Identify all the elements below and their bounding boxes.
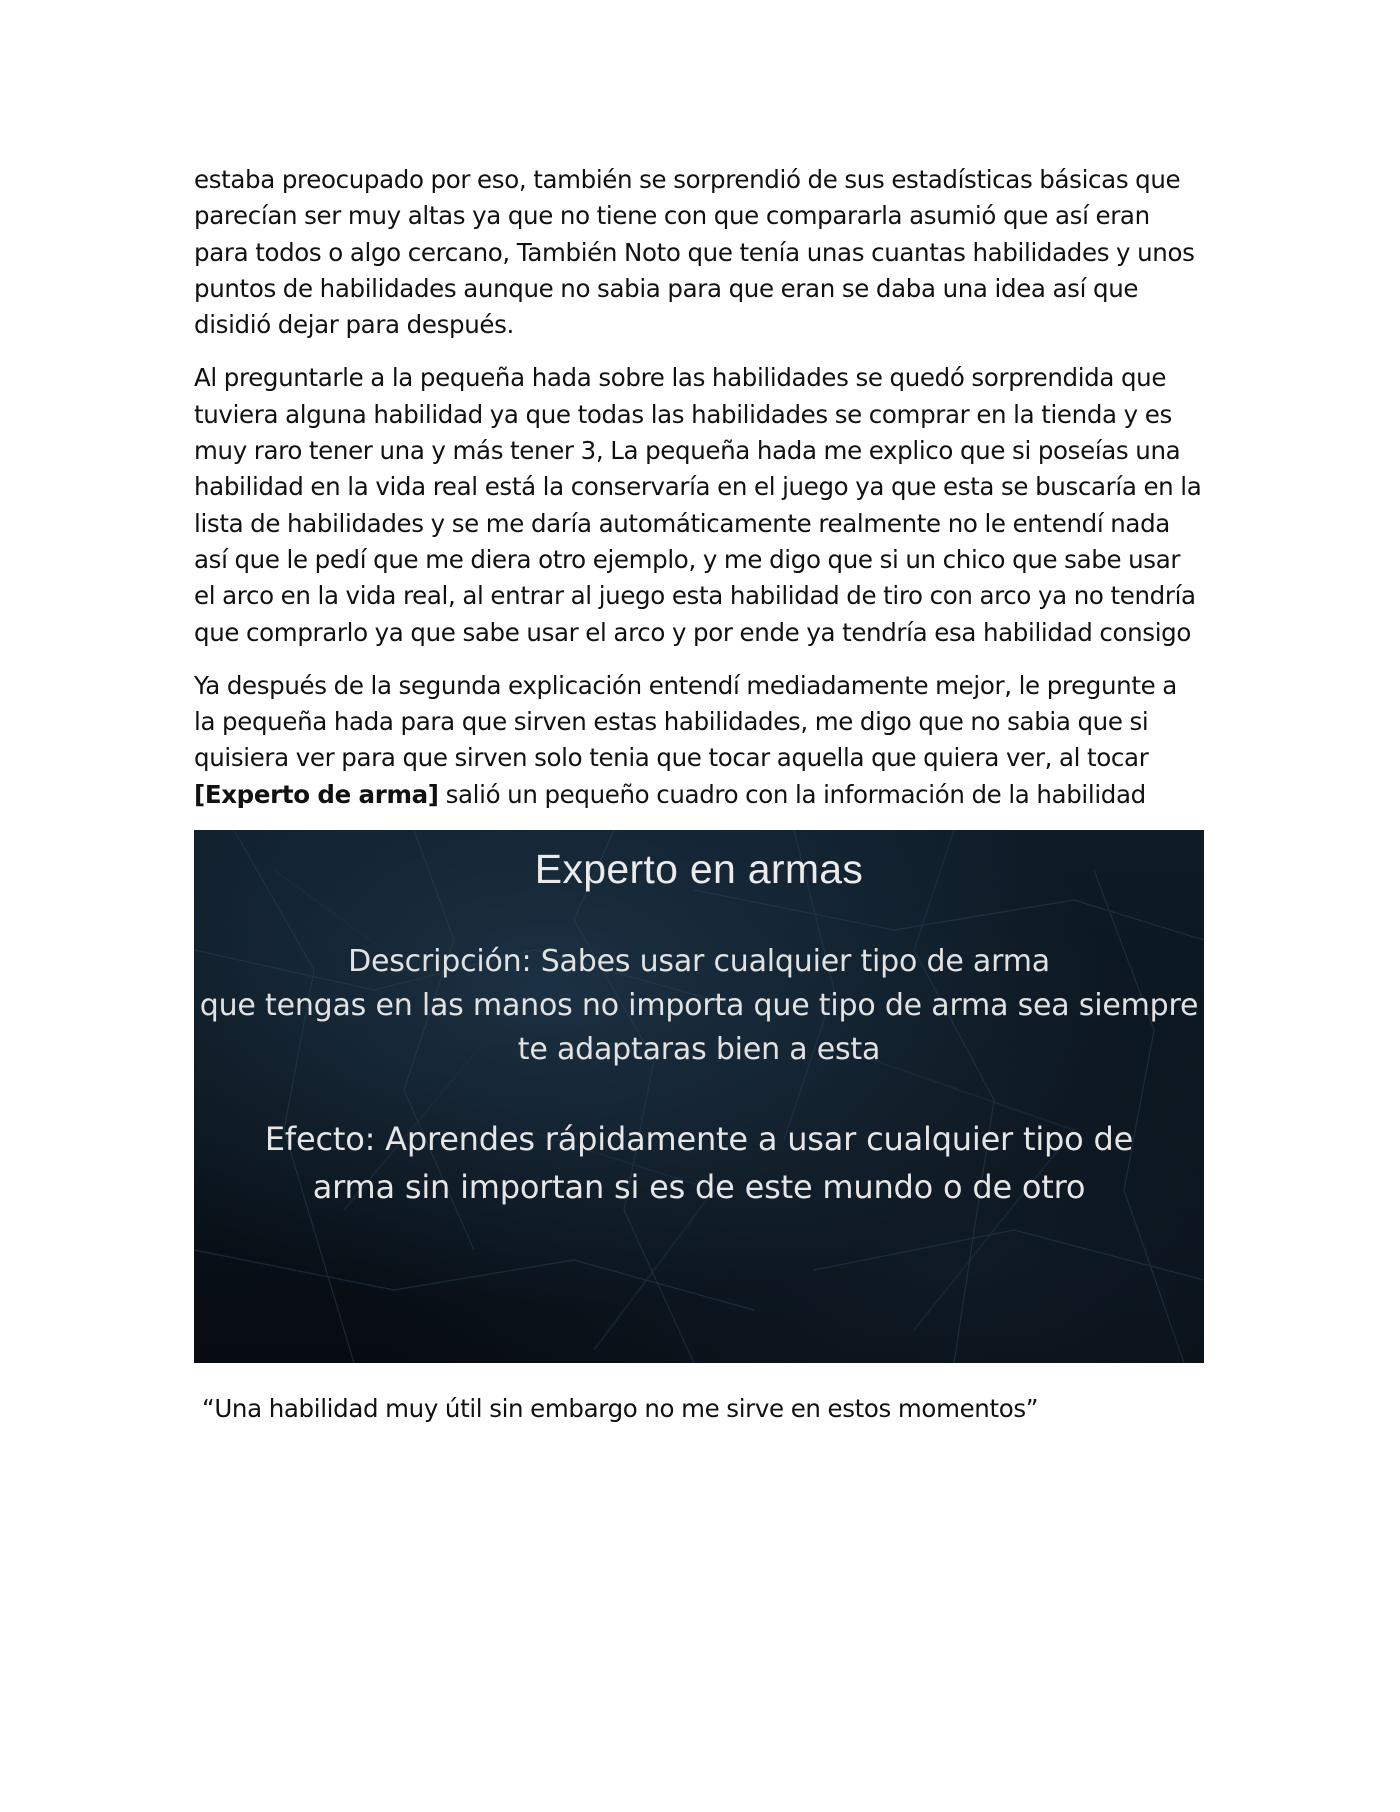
skill-description: [194, 940, 1204, 1072]
paragraph-1: estaba preocupado por eso, también se sorprendió de sus estadísticas básicas que parecían ser muy altas ya que no tiene con que compararla asumió que así eran para todos o algo cercano, También Noto que tenía unas cuantas habilidades y unos puntos de habilidades aunque no sabia para que eran se daba una idea así que disidió dejar para después.: [194, 165, 1195, 340]
paragraph-3-start: Ya después de la segunda explicación entendí mediadamente mejor, le pregunte a la pequeña hada para que sirven estas habilidades, me digo que no sabia que si quisiera ver para que sirven solo tenia que tocar aquella que quiera ver, al tocar: [194, 670, 1177, 773]
paragraph-3: [194, 668, 1204, 813]
effect-line: Efecto: Aprendes rápidamente a usar cualquier tipo de: [264, 1120, 1134, 1159]
description-line: Descripción: Sabes usar cualquier tipo de arma: [348, 944, 1050, 980]
card-background-texture: [194, 830, 1204, 1363]
paragraph-2: Al preguntarle a la pequeña hada sobre las habilidades se quedó sorprendida que tuviera alguna habilidad ya que todas las habilidades se comprar en la tienda y es muy raro tener una y más tener 3, La pequeña hada me explico que si poseías una habilidad en la vida real está la conservaría en el juego ya que esta se buscaría en la lista de habilidades y se me daría automáticamente realmente no le entendí nada así que le pedí que me diera otro ejemplo, y me digo que si un chico que sabe usar el arco en la vida real, al entrar al juego esta habilidad de tiro con arco ya no tendría que comprarlo ya que sabe usar el arco y por ende ya tendría esa habilidad consigo: [194, 363, 1202, 647]
skill-info-card: [194, 830, 1204, 1363]
skill-title: Experto en armas: [534, 846, 864, 893]
skill-effect: [194, 1115, 1204, 1211]
description-line: que tengas en las manos no importa que tipo de arma sea siempre: [199, 988, 1199, 1024]
effect-line: arma sin importan si es de este mundo o de otro: [312, 1168, 1086, 1207]
description-line: te adaptaras bien a esta: [517, 1032, 881, 1068]
page-content: [194, 162, 1204, 1427]
skill-name-bold: [Experto de arma]: [194, 779, 439, 809]
quote-line: “Una habilidad muy útil sin embargo no me sirve en estos momentos”: [202, 1394, 1039, 1424]
paragraph-3-end: salió un pequeño cuadro con la información de la habilidad: [438, 779, 1146, 809]
